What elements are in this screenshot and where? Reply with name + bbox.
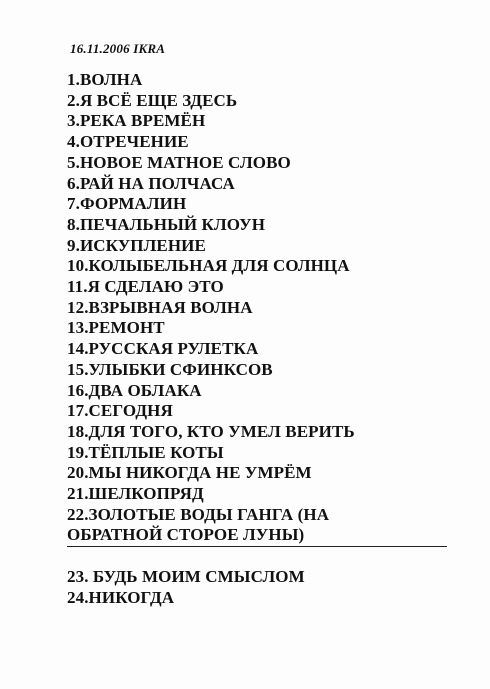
- setlist-item: 10.КОЛЫБЕЛЬНАЯ ДЛЯ СОЛНЦА: [67, 256, 350, 276]
- setlist-item: 22.ЗОЛОТЫЕ ВОДЫ ГАНГА (НА ОБРАТНОЙ СТОРОЕ ЛУНЫ): [67, 504, 330, 545]
- setlist-item: 5.НОВОЕ МАТНОЕ СЛОВО: [67, 152, 291, 172]
- setlist-item: 18.ДЛЯ ТОГО, КТО УМЕЛ ВЕРИТЬ: [67, 421, 355, 441]
- setlist-encore: [67, 567, 305, 608]
- setlist-item: 21.ШЕЛКОПРЯД: [67, 484, 204, 504]
- setlist-item: 8.ПЕЧАЛЬНЫЙ КЛОУН: [67, 214, 266, 234]
- setlist-item: 16.ДВА ОБЛАКА: [67, 380, 202, 400]
- setlist-item: 20.МЫ НИКОГДА НЕ УМРЁМ: [67, 463, 312, 483]
- setlist-item: 4.ОТРЕЧЕНИЕ: [67, 132, 189, 152]
- document-date-header: 16.11.2006 IKRA: [70, 41, 166, 56]
- setlist-item: 17.СЕГОДНЯ: [67, 401, 173, 421]
- setlist-item: 15.УЛЫБКИ СФИНКСОВ: [67, 359, 273, 379]
- setlist-main: [67, 70, 467, 546]
- setlist-item: 3.РЕКА ВРЕМЁН: [67, 111, 206, 131]
- setlist-item: 1.ВОЛНА: [67, 70, 143, 89]
- setlist-item: 14.РУССКАЯ РУЛЕТКА: [67, 339, 259, 359]
- setlist-item: 19.ТЁПЛЫЕ КОТЫ: [67, 442, 224, 462]
- setlist-item: 6.РАЙ НА ПОЛЧАСА: [67, 173, 235, 193]
- setlist-item: 23. БУДЬ МОИМ СМЫСЛОМ: [67, 567, 305, 586]
- setlist-item: 2.Я ВСЁ ЕЩЕ ЗДЕСЬ: [67, 90, 238, 110]
- setlist-item: 12.ВЗРЫВНАЯ ВОЛНА: [67, 297, 253, 317]
- setlist-item: 7.ФОРМАЛИН: [67, 194, 187, 214]
- setlist-item: 24.НИКОГДА: [67, 587, 175, 607]
- section-divider: [67, 546, 447, 547]
- setlist-item: 9.ИСКУПЛЕНИЕ: [67, 235, 206, 255]
- setlist-item: 13.РЕМОНТ: [67, 318, 165, 338]
- setlist-item: 11.Я СДЕЛАЮ ЭТО: [67, 277, 224, 297]
